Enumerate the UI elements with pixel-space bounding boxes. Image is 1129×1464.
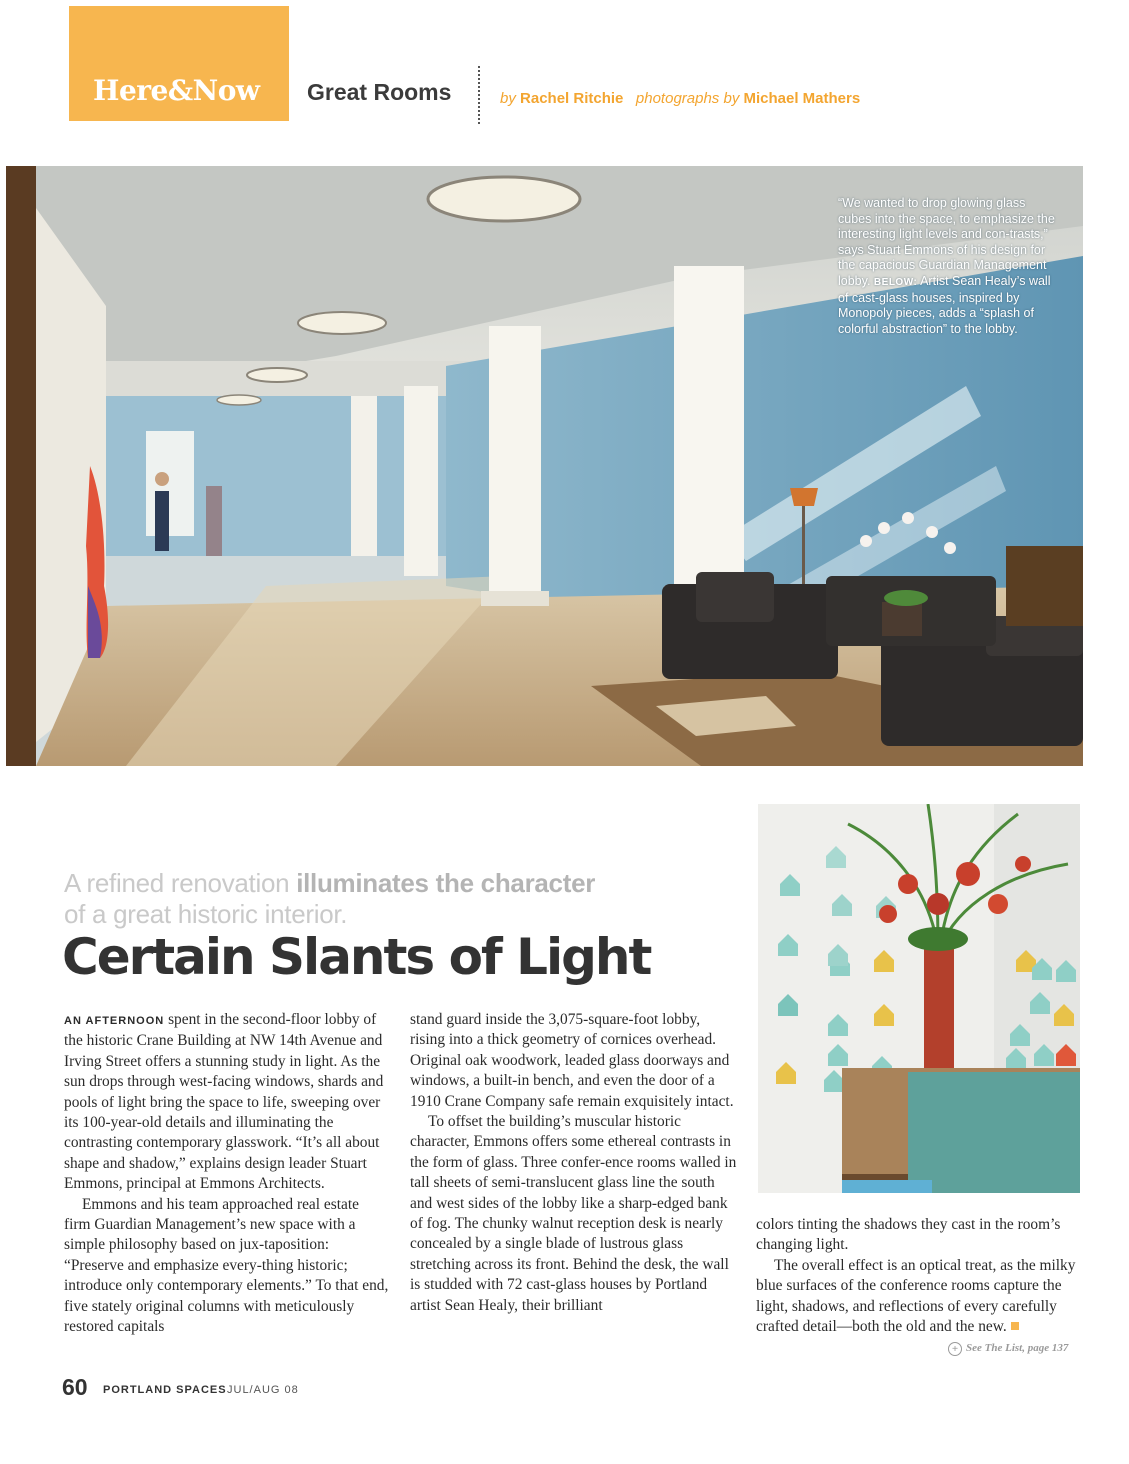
body-column-1 bbox=[64, 1010, 389, 1338]
caption-main: “We wanted to drop glowing glass cubes into the space, to emphasize the interesting light levels and con-trasts,” says Stuart Emmons of his design for the capacious Guardian Management lobby. bbox=[838, 196, 1055, 288]
end-mark-icon bbox=[1011, 1322, 1019, 1330]
photo-prefix: photographs by bbox=[635, 90, 740, 107]
paragraph-text: spent in the second-floor lobby of the historic Crane Building at NW 14th Avenue and Irving Street offers a stunning study in light. As the sun drops through west-facing windows, shards and pools of light bring the space to life, sweeping over its 100-year-old details and illuminating the contrasting contemporary glasswork. “It’s all about shape and shadow,” explains design leader Stuart Emmons, principal at Emmons Architects. bbox=[64, 1011, 384, 1193]
author-name: Rachel Ritchie bbox=[520, 90, 624, 107]
reception-photo-illustration bbox=[758, 804, 1080, 1193]
section-label: Here&Now bbox=[93, 74, 260, 107]
caption-rest: Artist Sean Healy’s wall of cast-glass houses, inspired by Monopoly pieces, adds a “splash of colorful abstraction” to the lobby. bbox=[838, 273, 1051, 336]
plus-circle-icon: + bbox=[948, 1342, 962, 1356]
dek-emphasis: illuminates the character bbox=[296, 868, 596, 898]
reception-photo bbox=[758, 804, 1080, 1193]
paragraph: Emmons and his team approached real estate firm Guardian Management’s new space with a simple philosophy based on jux-taposition: “Preserve and emphasize every-thing historic; introduce only contemporary elements.” To that end, five stately original columns with meticulously restored capitals bbox=[64, 1195, 389, 1336]
page-number: 60 bbox=[62, 1374, 88, 1400]
credits bbox=[500, 90, 860, 107]
paragraph bbox=[756, 1256, 1084, 1338]
header-divider bbox=[478, 66, 480, 124]
body-column-2 bbox=[410, 1010, 738, 1316]
dek-part-1: A refined renovation bbox=[64, 868, 297, 898]
hero-caption bbox=[838, 196, 1060, 337]
dek-part-2: of a great historic interior. bbox=[64, 899, 348, 929]
issue-date: JUL/AUG 08 bbox=[227, 1384, 299, 1396]
photographer-name: Michael Mathers bbox=[743, 90, 861, 107]
article-headline: Certain Slants of Light bbox=[62, 928, 651, 986]
column-name: Great Rooms bbox=[307, 79, 452, 105]
section-tab bbox=[69, 6, 289, 121]
article-dek bbox=[64, 868, 684, 930]
body-column-3 bbox=[756, 1215, 1084, 1337]
see-also-text: See The List, page 137 bbox=[966, 1342, 1069, 1354]
paragraph bbox=[64, 1010, 389, 1195]
paragraph: colors tinting the shadows they cast in the room’s changing light. bbox=[756, 1216, 1061, 1254]
paragraph: stand guard inside the 3,075-square-foot lobby, rising into a thick geometry of cornices overhead. Original oak woodwork, leaded glass doorways and windows, a built-in bench, and even the door of a 1910 Crane Company safe remain exquisitely intact. bbox=[410, 1011, 734, 1110]
caption-label: BELOW: bbox=[873, 276, 918, 288]
paragraph: To offset the building’s muscular historic character, Emmons offers some ethereal contrasts in the form of glass. Three confer-ence rooms walled in tall sheets of semi-translucent glass line the south and west sides of the lobby like a sharp-edged bank of fog. The chunky walnut reception desk is nearly concealed by a single blade of lustrous glass stretching across its front. Behind the desk, the wall is studded with 72 cast-glass houses by Portland artist Sean Healy, their brilliant bbox=[410, 1113, 737, 1314]
lead-in: AN AFTERNOON bbox=[64, 1015, 165, 1027]
magazine-name: PORTLAND SPACES bbox=[103, 1384, 227, 1396]
by-prefix: by bbox=[500, 90, 516, 107]
hero-photo bbox=[6, 166, 1083, 766]
paragraph-text: The overall effect is an optical treat, as the milky blue surfaces of the conference rooms capture the light, shadows, and reflections of every carefully crafted detail—both the old and the new. bbox=[756, 1256, 1076, 1336]
see-also-reference bbox=[948, 1342, 1068, 1356]
